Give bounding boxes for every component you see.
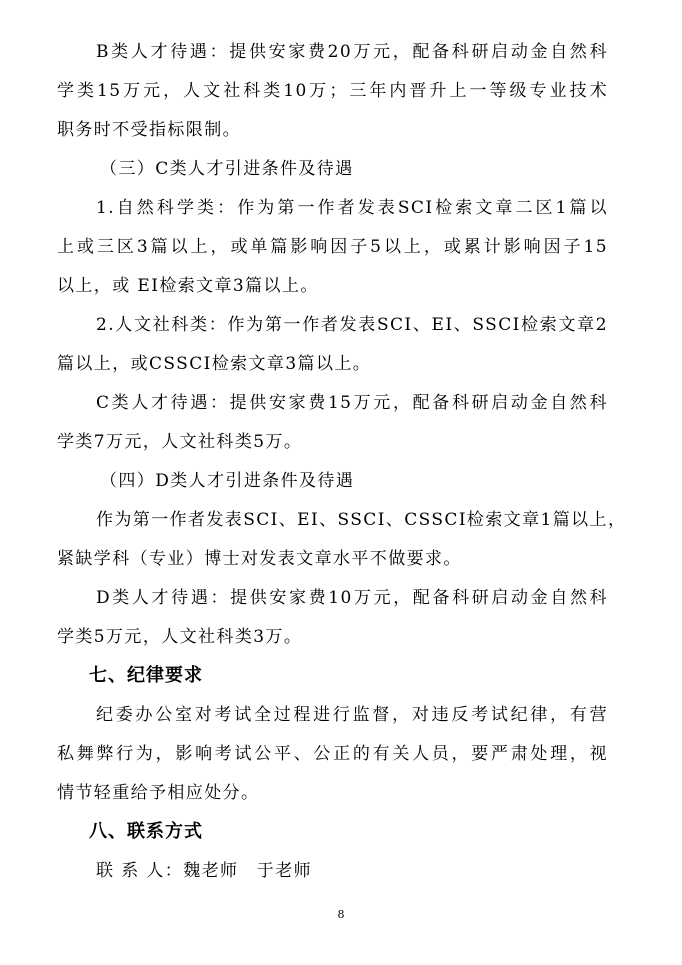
heading-contact: 八、联系方式 — [89, 821, 203, 842]
text-line: 职务时不受指标限制。 — [57, 120, 241, 140]
text-line: 学类15万元，人文社科类10万；三年内晋升上一等级专业技术 — [57, 81, 608, 101]
heading-discipline: 七、纪律要求 — [89, 665, 203, 686]
text-line: 学类7万元，人文社科类5万。 — [57, 432, 303, 452]
text-line: 以上，或 EI检索文章3篇以上。 — [57, 276, 319, 296]
text-line: 私舞弊行为，影响考试公平、公正的有关人员，要严肃处理，视 — [57, 744, 608, 764]
section-heading-c: （三）C类人才引进条件及待遇 — [100, 159, 354, 179]
text-line: 2.人文社科类：作为第一作者发表SCI、EI、SSCI检索文章2 — [96, 315, 608, 335]
contact-person-line: 联 系 人：魏老师 于老师 — [96, 861, 313, 881]
text-line: 作为第一作者发表SCI、EI、SSCI、CSSCI检索文章1篇以上， — [96, 510, 627, 530]
page-number: 8 — [337, 908, 345, 921]
text-line: 纪委办公室对考试全过程进行监督，对违反考试纪律，有营 — [96, 705, 608, 725]
text-line: 上或三区3篇以上，或单篇影响因子5以上，或累计影响因子15 — [57, 237, 608, 257]
text-line: D类人才待遇：提供安家费10万元，配备科研启动金自然科 — [96, 588, 608, 608]
section-heading-d: （四）D类人才引进条件及待遇 — [100, 471, 355, 491]
text-line: 情节轻重给予相应处分。 — [57, 783, 260, 803]
text-line: 1.自然科学类：作为第一作者发表SCI检索文章二区1篇以 — [96, 198, 608, 218]
text-line: 学类5万元，人文社科类3万。 — [57, 627, 303, 647]
text-line: 篇以上，或CSSCI检索文章3篇以上。 — [57, 354, 372, 374]
text-line: B类人才待遇：提供安家费20万元，配备科研启动金自然科 — [96, 42, 608, 62]
text-line: C类人才待遇：提供安家费15万元，配备科研启动金自然科 — [96, 393, 608, 413]
text-line: 紧缺学科（专业）博士对发表文章水平不做要求。 — [57, 549, 462, 569]
